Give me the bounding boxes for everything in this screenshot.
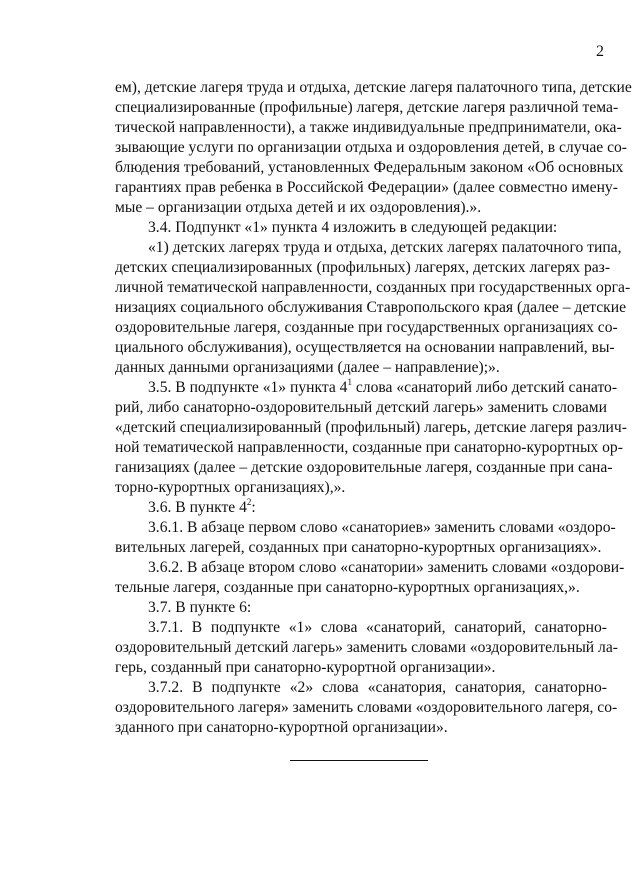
text-line: низациях социального обслуживания Ставропольского края (далее – детские: [115, 299, 627, 316]
superscript: 1: [347, 376, 352, 387]
text-line: «1) детских лагерях труда и отдыха, детских лагерях палаточного типа,: [148, 239, 622, 256]
text-line: 3.4. Подпункт «1» пункта 4 изложить в следующей редакции:: [148, 219, 558, 236]
text-line: зданного при санаторно-курортной организации».: [115, 719, 448, 736]
text-line: вительных лагерей, созданных при санаторно-курортных организациях».: [115, 539, 602, 556]
text-fragment: :: [251, 499, 256, 516]
text-line: тельные лагеря, созданные при санаторно-курортных организациях,».: [115, 579, 580, 596]
text-line: мые – организации отдыха детей и их оздоровления).».: [115, 199, 482, 216]
text-line: 3.7. В пункте 6:: [148, 599, 252, 616]
text-line: зывающие услуги по организации отдыха и оздоровления детей, в случае со-: [115, 139, 628, 156]
text-line: данных данными организациями (далее – направление);».: [115, 359, 500, 376]
text-line: «детский специализированный (профильный) лагерь, детские лагеря различ-: [115, 419, 627, 436]
text-line: личной тематической направленности, созданных при государственных орга-: [115, 279, 631, 296]
text-line: 3.6.1. В абзаце первом слово «санаториев» заменить словами «оздоро-: [148, 519, 616, 536]
text-fragment: слова «санаторий либо детский санато-: [351, 379, 618, 396]
text-line: [148, 376, 618, 398]
text-line: тической направленности), а также индивидуальные предприниматели, ока-: [115, 119, 622, 136]
text-line: циального обслуживания), осуществляется на основании направлений, вы-: [115, 339, 615, 356]
text-line: ной тематической направленности, созданные при санаторно-курортных ор-: [115, 439, 623, 456]
text-line: 3.6.2. В абзаце втором слово «санатории» заменить словами «оздорови-: [148, 559, 625, 576]
text-line: 3.7.1. В подпункте «1» слова «санаторий, санаторий, санаторно-: [148, 619, 607, 636]
text-line: оздоровительные лагеря, созданные при государственных организациях со-: [115, 319, 618, 336]
text-line: [148, 498, 607, 518]
text-fragment: 3.5. В подпункте «1» пункта 4: [148, 379, 348, 396]
text-line: оздоровительный детский лагерь» заменить словами «оздоровительный ла-: [115, 639, 618, 656]
text-line: герь, созданный при санаторно-курортной организации».: [115, 659, 496, 676]
text-line: специализированные (профильные) лагеря, детские лагеря различной тема-: [115, 99, 619, 116]
text-line: рий, либо санаторно-оздоровительный детский лагерь» заменить словами: [115, 399, 607, 416]
text-line: детских специализированных (профильных) лагерях, детских лагерях раз-: [115, 259, 611, 276]
text-line: оздоровительного лагеря» заменить словами «оздоровительного лагеря, со-: [115, 699, 618, 716]
text-line: ганизациях (далее – детские оздоровительные лагеря, созданные при сана-: [115, 459, 613, 476]
text-line: ем), детские лагеря труда и отдыха, детские лагеря палаточного типа, детские: [115, 79, 632, 96]
text-line: гарантиях прав ребенка в Российской Федерации» (далее совместно имену-: [115, 179, 618, 196]
end-separator-line: [290, 760, 428, 761]
text-line: 3.7.2. В подпункте «2» слова «санатория, санатория, санаторно-: [148, 679, 607, 696]
text-line: блюдения требований, установленных Федеральным законом «Об основных: [115, 159, 624, 176]
text-line: торно-курортных организациях),».: [115, 479, 346, 496]
text-fragment: 3.6. В пункте 4: [148, 499, 247, 516]
superscript: 2: [246, 496, 252, 507]
page-number: 2: [596, 43, 604, 60]
